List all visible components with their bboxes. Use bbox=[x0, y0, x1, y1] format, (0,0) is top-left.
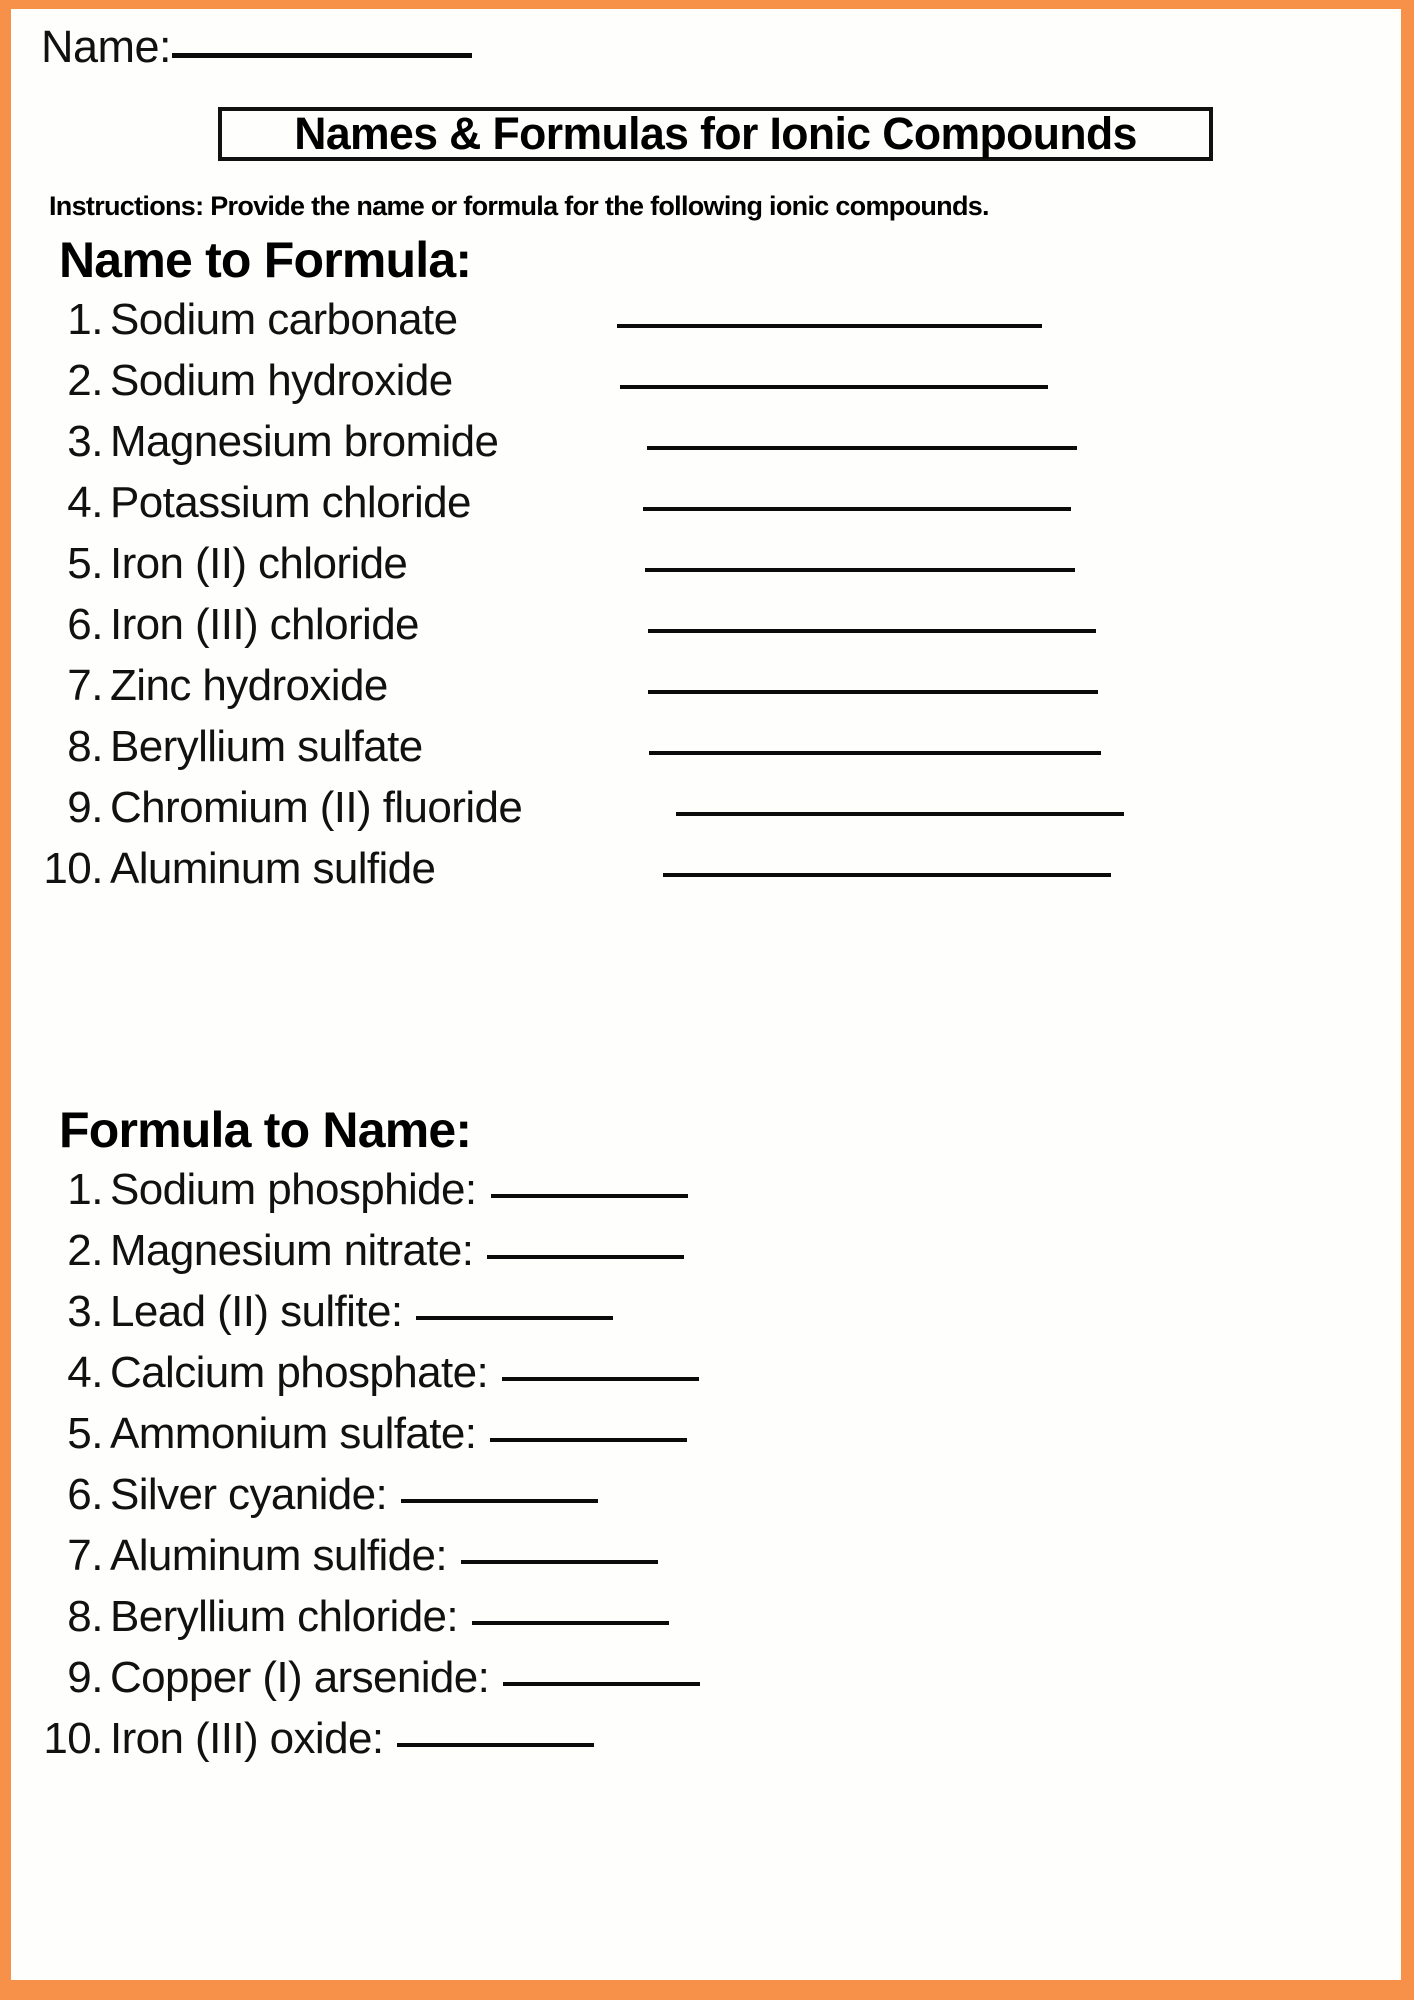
instructions-text: Instructions: Provide the name or formula for the following ionic compounds. bbox=[49, 191, 989, 221]
list-item bbox=[11, 783, 1401, 844]
list-item bbox=[11, 539, 1401, 600]
list-item bbox=[11, 1592, 1401, 1653]
list-item bbox=[11, 417, 1401, 478]
item-number: 2. bbox=[67, 1226, 103, 1275]
list-item bbox=[11, 844, 1401, 905]
answer-blank[interactable] bbox=[472, 1621, 669, 1625]
answer-blank[interactable] bbox=[503, 1682, 700, 1686]
answer-blank[interactable] bbox=[401, 1499, 598, 1503]
list-item bbox=[11, 1470, 1401, 1531]
item-label: Silver cyanide: bbox=[110, 1470, 388, 1519]
list-item bbox=[11, 1287, 1401, 1348]
answer-blank[interactable] bbox=[648, 629, 1096, 633]
list-item bbox=[11, 661, 1401, 722]
item-number: 10. bbox=[43, 1714, 103, 1763]
item-label: Iron (III) chloride bbox=[110, 600, 419, 649]
item-number: 8. bbox=[67, 722, 103, 771]
item-number: 4. bbox=[67, 478, 103, 527]
answer-blank[interactable] bbox=[490, 1438, 687, 1442]
answer-blank[interactable] bbox=[502, 1377, 699, 1381]
list-item bbox=[11, 1714, 1401, 1775]
answer-blank[interactable] bbox=[491, 1194, 688, 1198]
item-label: Sodium phosphide: bbox=[110, 1165, 477, 1214]
item-label: Beryllium sulfate bbox=[110, 722, 423, 771]
item-number: 6. bbox=[67, 600, 103, 649]
section-heading-name-to-formula: Name to Formula: bbox=[59, 232, 472, 288]
item-number: 1. bbox=[67, 1165, 103, 1214]
answer-blank[interactable] bbox=[487, 1255, 684, 1259]
item-label: Potassium chloride bbox=[110, 478, 471, 527]
answer-blank[interactable] bbox=[617, 324, 1042, 328]
list-item bbox=[11, 356, 1401, 417]
item-number: 3. bbox=[67, 417, 103, 466]
item-number: 7. bbox=[67, 1531, 103, 1580]
item-number: 4. bbox=[67, 1348, 103, 1397]
item-number: 3. bbox=[67, 1287, 103, 1336]
item-label: Magnesium nitrate: bbox=[110, 1226, 474, 1275]
item-number: 8. bbox=[67, 1592, 103, 1641]
item-label: Zinc hydroxide bbox=[110, 661, 388, 710]
formula-to-name-list bbox=[11, 1165, 1401, 1775]
answer-blank[interactable] bbox=[647, 446, 1077, 450]
answer-blank[interactable] bbox=[397, 1743, 594, 1747]
item-label: Copper (I) arsenide: bbox=[110, 1653, 490, 1702]
name-answer-blank[interactable] bbox=[172, 53, 472, 58]
item-number: 5. bbox=[67, 1409, 103, 1458]
list-item bbox=[11, 1531, 1401, 1592]
item-number: 1. bbox=[67, 295, 103, 344]
answer-blank[interactable] bbox=[416, 1316, 613, 1320]
item-number: 6. bbox=[67, 1470, 103, 1519]
answer-blank[interactable] bbox=[620, 385, 1048, 389]
worksheet-title-box bbox=[218, 107, 1213, 161]
name-field-row bbox=[41, 21, 472, 73]
item-label: Magnesium bromide bbox=[110, 417, 499, 466]
section-heading-formula-to-name: Formula to Name: bbox=[59, 1102, 472, 1158]
name-to-formula-list bbox=[11, 295, 1401, 905]
item-number: 9. bbox=[67, 783, 103, 832]
answer-blank[interactable] bbox=[461, 1560, 658, 1564]
item-label: Aluminum sulfide bbox=[110, 844, 436, 893]
paper-sheet bbox=[11, 9, 1401, 1980]
list-item bbox=[11, 1409, 1401, 1470]
item-label: Beryllium chloride: bbox=[110, 1592, 459, 1641]
item-label: Iron (II) chloride bbox=[110, 539, 408, 588]
list-item bbox=[11, 1226, 1401, 1287]
item-label: Sodium hydroxide bbox=[110, 356, 453, 405]
item-number: 10. bbox=[43, 844, 103, 893]
list-item bbox=[11, 1348, 1401, 1409]
answer-blank[interactable] bbox=[648, 690, 1098, 694]
item-number: 2. bbox=[67, 356, 103, 405]
answer-blank[interactable] bbox=[645, 568, 1075, 572]
page-title: Names & Formulas for Ionic Compounds bbox=[294, 108, 1137, 159]
answer-blank[interactable] bbox=[663, 873, 1111, 877]
list-item bbox=[11, 1165, 1401, 1226]
item-label: Lead (II) sulfite: bbox=[110, 1287, 403, 1336]
item-label: Sodium carbonate bbox=[110, 295, 458, 344]
answer-blank[interactable] bbox=[676, 812, 1124, 816]
list-item bbox=[11, 295, 1401, 356]
answer-blank[interactable] bbox=[643, 507, 1071, 511]
item-number: 7. bbox=[67, 661, 103, 710]
answer-blank[interactable] bbox=[649, 751, 1101, 755]
list-item bbox=[11, 478, 1401, 539]
item-label: Ammonium sulfate: bbox=[110, 1409, 477, 1458]
item-label: Iron (III) oxide: bbox=[110, 1714, 384, 1763]
item-label: Chromium (II) fluoride bbox=[110, 783, 523, 832]
item-label: Aluminum sulfide: bbox=[110, 1531, 448, 1580]
list-item bbox=[11, 722, 1401, 783]
item-label: Calcium phosphate: bbox=[110, 1348, 489, 1397]
name-label: Name: bbox=[41, 21, 172, 72]
list-item bbox=[11, 1653, 1401, 1714]
list-item bbox=[11, 600, 1401, 661]
item-number: 5. bbox=[67, 539, 103, 588]
item-number: 9. bbox=[67, 1653, 103, 1702]
